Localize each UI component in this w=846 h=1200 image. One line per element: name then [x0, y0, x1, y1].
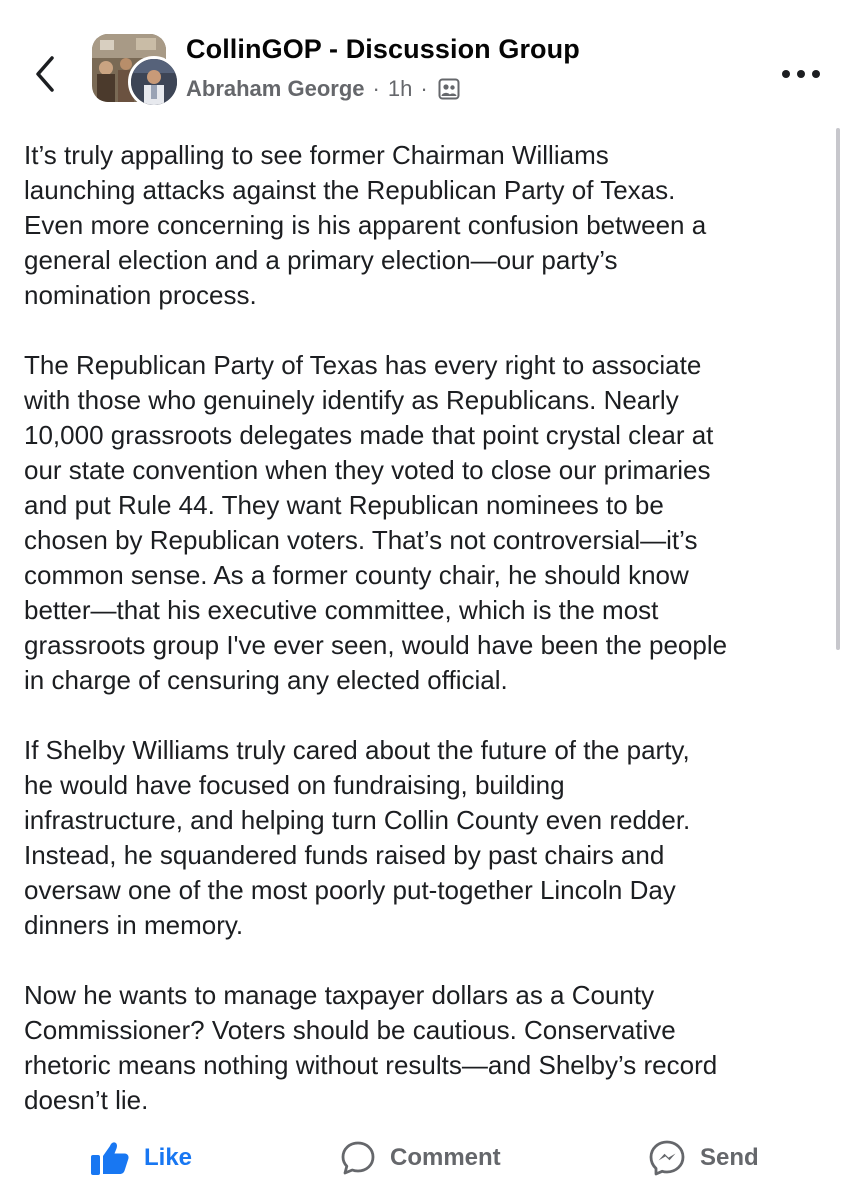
author-name[interactable]: Abraham George [186, 76, 365, 101]
post-meta [186, 76, 460, 102]
post-header [0, 0, 846, 120]
comment-icon [340, 1140, 376, 1176]
post-paragraph: If Shelby Williams truly cared about the future of the party, he would have focused on fundraising, building infrastructure, and helping turn Collin County even redder. Instead, he squandered funds raised by past chairs and oversaw one of the most poorly put-together Lincoln Day dinners in memory. [24, 735, 691, 940]
like-button[interactable] [90, 1140, 192, 1176]
author-avatar[interactable] [128, 56, 180, 108]
messenger-icon [648, 1139, 686, 1177]
chevron-left-icon [28, 52, 64, 96]
group-name[interactable]: CollinGOP - Discussion Group [186, 34, 580, 64]
post-paragraph: It’s truly appalling to see former Chairman Williams launching attacks against the Republican Party of Texas. Even more concerning is his apparent confusion between a general election and a primary election—our party’s nomination process. [24, 140, 707, 310]
comment-label: Comment [390, 1144, 501, 1171]
post-actions-bar [0, 1126, 846, 1190]
comment-button[interactable] [340, 1140, 501, 1176]
meta-separator: · [420, 76, 428, 101]
meta-separator: · [372, 76, 380, 101]
send-label: Send [700, 1144, 759, 1171]
thumbs-up-icon [90, 1140, 130, 1176]
like-label: Like [144, 1144, 193, 1171]
post-text [24, 138, 824, 1153]
group-members-icon [438, 78, 460, 100]
post-time[interactable]: 1h [387, 76, 413, 101]
post-paragraph: The Republican Party of Texas has every right to associate with those who genuinely identify as Republicans. Nearly 10,000 grassroots delegates made that point crystal clear at our state convention when they voted to close our primaries and put Rule 44. They want Republican nominees to be chosen by Republican voters. That’s not controversial—it’s common sense. As a former county chair, he should know better—that his executive committee, which is the most grassroots group I've ever seen, would have been the people in charge of censuring any elected official. [24, 350, 728, 695]
send-button[interactable] [648, 1140, 759, 1176]
back-button[interactable] [28, 52, 64, 96]
scrollbar[interactable] [836, 128, 840, 650]
user-photo-icon [131, 59, 177, 105]
post-paragraph: Now he wants to manage taxpayer dollars as a County Commissioner? Voters should be cautious. Conservative rhetoric means nothing without results—and Shelby’s record doesn’t lie. [24, 980, 718, 1115]
more-options-button[interactable] [778, 64, 824, 84]
more-icon [778, 64, 824, 84]
